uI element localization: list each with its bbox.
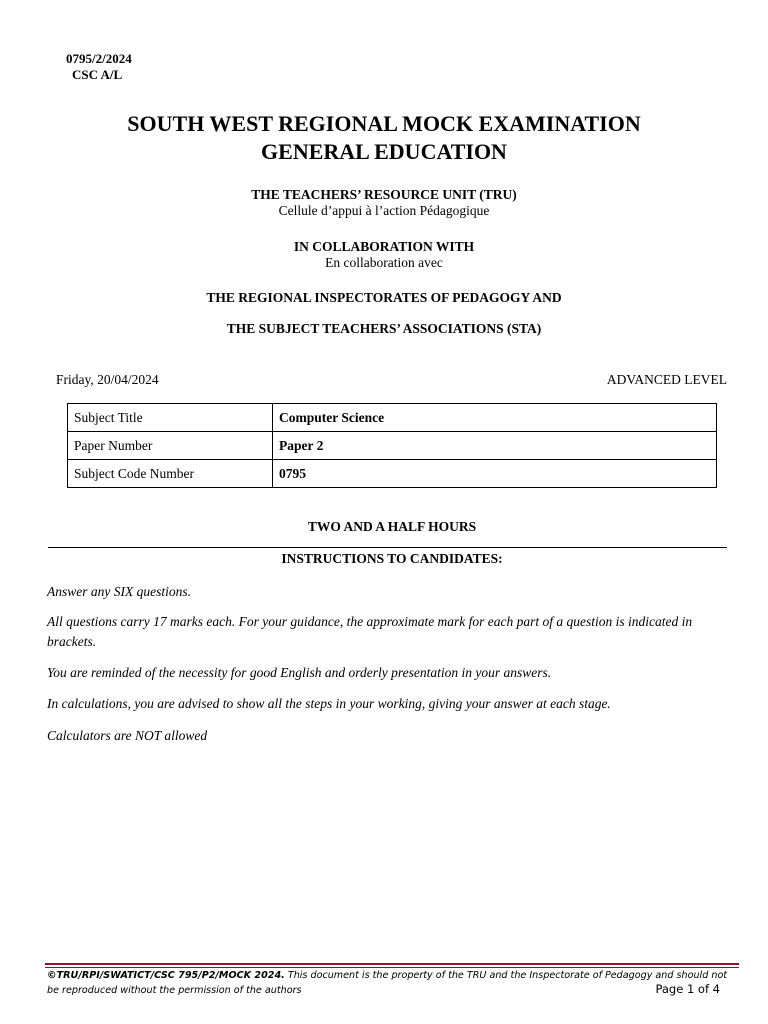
instruction-item: Answer any SIX questions. [47,584,191,599]
resource-unit: THE TEACHERS’ RESOURCE UNIT (TRU) [251,187,517,202]
paper-code-block [66,51,132,83]
subject-code-value: 0795 [273,460,717,488]
exam-title: SOUTH WEST REGIONAL MOCK EXAMINATION [127,111,641,136]
associations-line: THE SUBJECT TEACHERS’ ASSOCIATIONS (STA) [226,321,542,336]
paper-number-value: Paper 2 [273,432,717,460]
subject-title-label: Subject Title [68,404,273,432]
table-row [68,460,717,488]
instructions-title: INSTRUCTIONS TO CANDIDATES: [281,551,503,566]
exam-subtitle: GENERAL EDUCATION [261,139,507,164]
exam-duration: TWO AND A HALF HOURS [307,519,477,534]
footer-notice [47,968,737,998]
instruction-item: In calculations, you are advised to show all the steps in your working, giving your answer at each stage. [47,696,611,711]
collaboration-french: En collaboration avec [325,255,443,270]
footer-copyright: ©TRU/RPI/SWATICT/CSC 795/P2/MOCK 2024. [47,970,285,981]
inspectorates-line: THE REGIONAL INSPECTORATES OF PEDAGOGY AND [206,290,562,305]
subject-title-value: Computer Science [273,404,717,432]
footer-property-notice: This document is the property of the TRU and the Inspectorate of Pedagogy and should not be reproduced without the permission of the authors [47,970,728,996]
instruction-item: You are reminded of the necessity for good English and orderly presentation in your answers. [47,665,552,680]
divider [48,547,727,548]
subject-level-code: CSC A/L [72,67,123,82]
paper-number-label: Paper Number [68,432,273,460]
paper-code: 0795/2/2024 [66,51,132,66]
instruction-item: All questions carry 17 marks each. For your guidance, the approximate mark for each part of a question is indicated in brackets. [47,614,693,649]
exam-level: ADVANCED LEVEL [606,372,727,387]
footer-divider [45,963,739,965]
table-row [68,432,717,460]
resource-unit-french: Cellule d’appui à l’action Pédagogique [278,203,490,218]
table-row [68,404,717,432]
subject-code-label: Subject Code Number [68,460,273,488]
subject-info-table [67,403,717,488]
exam-date: Friday, 20/04/2024 [56,372,159,387]
collaboration-heading: IN COLLABORATION WITH [293,239,475,254]
page-number: Page 1 of 4 [655,982,720,996]
instruction-item: Calculators are NOT allowed [47,728,208,743]
